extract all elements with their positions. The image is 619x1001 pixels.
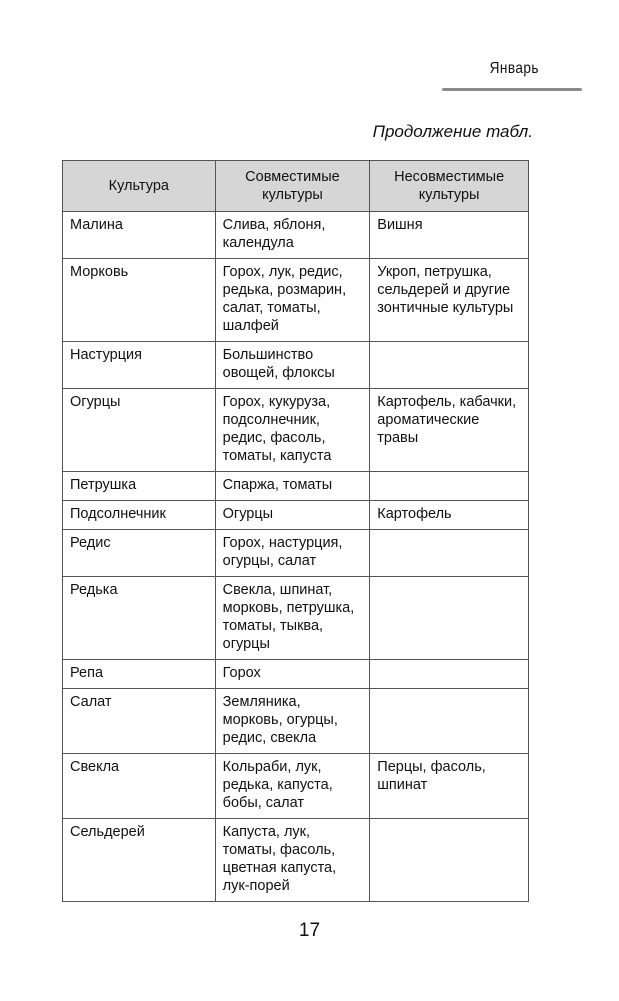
cell-compatible: Свекла, шпинат, морковь, петрушка, томаты, тыква, огурцы [215,577,370,660]
cell-crop: Свекла [63,754,216,819]
table-body [63,212,529,902]
cell-incompatible [370,689,529,754]
section-title: Январь [489,60,539,77]
cell-incompatible: Перцы, фасоль, шпинат [370,754,529,819]
table-header-row [63,161,529,212]
cell-incompatible [370,819,529,902]
cell-incompatible [370,577,529,660]
cell-crop: Подсолнечник [63,501,216,530]
cell-compatible: Горох, настурция, огурцы, салат [215,530,370,577]
cell-crop: Сельдерей [63,819,216,902]
table-row [63,577,529,660]
table-row [63,472,529,501]
table-row [63,754,529,819]
cell-compatible: Большинство овощей, флоксы [215,342,370,389]
cell-compatible: Земляника, морковь, огурцы, редис, свекла [215,689,370,754]
cell-incompatible: Картофель, кабачки, ароматические травы [370,389,529,472]
cell-compatible: Огурцы [215,501,370,530]
cell-crop: Петрушка [63,472,216,501]
table-row [63,819,529,902]
cell-compatible: Спаржа, томаты [215,472,370,501]
cell-crop: Настурция [63,342,216,389]
cell-incompatible [370,530,529,577]
cell-compatible: Горох, лук, редис, редька, розмарин, салат, томаты, шалфей [215,259,370,342]
table-row [63,259,529,342]
column-header-compatible: Совместимые культуры [215,161,370,212]
cell-incompatible: Укроп, петрушка, сельдерей и другие зонтичные культуры [370,259,529,342]
column-header-crop: Культура [63,161,216,212]
column-header-incompatible: Несовместимые культуры [370,161,529,212]
page-number: 17 [298,920,321,941]
table-row [63,660,529,689]
table-row [63,342,529,389]
table-row [63,501,529,530]
table-row [63,530,529,577]
cell-crop: Редька [63,577,216,660]
cell-crop: Малина [63,212,216,259]
compatibility-table [62,160,529,902]
table-row [63,689,529,754]
header-rule [442,88,582,91]
cell-crop: Морковь [63,259,216,342]
table-caption: Продолжение табл. [372,122,533,141]
cell-incompatible: Вишня [370,212,529,259]
cell-compatible: Капуста, лук, томаты, фасоль, цветная капуста, лук-порей [215,819,370,902]
cell-incompatible: Картофель [370,501,529,530]
cell-compatible: Горох, кукуруза, подсолнечник, редис, фасоль, томаты, капуста [215,389,370,472]
cell-compatible: Кольраби, лук, редька, капуста, бобы, салат [215,754,370,819]
cell-compatible: Слива, яблоня, календула [215,212,370,259]
table-row [63,212,529,259]
cell-crop: Огурцы [63,389,216,472]
cell-crop: Редис [63,530,216,577]
cell-crop: Салат [63,689,216,754]
table-row [63,389,529,472]
cell-crop: Репа [63,660,216,689]
cell-incompatible [370,660,529,689]
cell-incompatible [370,342,529,389]
cell-incompatible [370,472,529,501]
cell-compatible: Горох [215,660,370,689]
